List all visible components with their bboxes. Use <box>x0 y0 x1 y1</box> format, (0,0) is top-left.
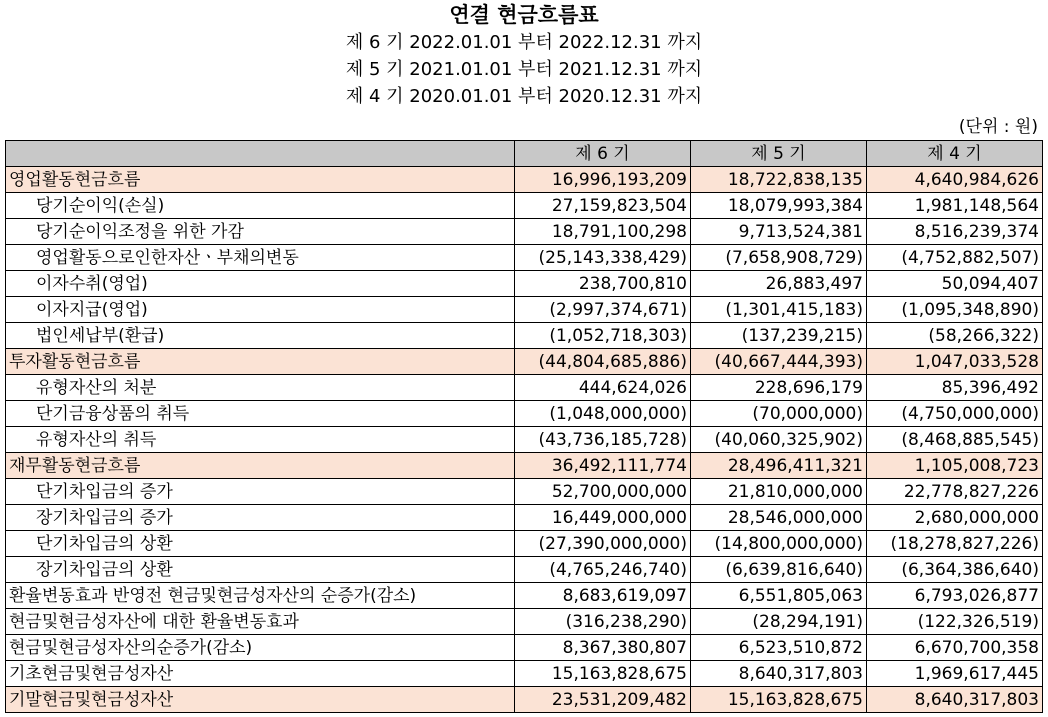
unit-label: (단위 : 원) <box>958 117 1038 137</box>
header-period-6: 제 6 기 <box>515 141 691 167</box>
value-period-4: 50,094,407 <box>867 271 1043 297</box>
value-period-4: 22,778,827,226 <box>867 479 1043 505</box>
row-label: 법인세납부(환급) <box>6 323 515 349</box>
value-period-5: (40,667,444,393) <box>691 349 867 375</box>
value-period-6: 8,367,380,807 <box>515 635 691 661</box>
value-period-6: (43,736,185,728) <box>515 427 691 453</box>
value-period-5: (7,658,908,729) <box>691 245 867 271</box>
value-period-4: 6,793,026,877 <box>867 583 1043 609</box>
table-row <box>6 557 1043 583</box>
value-period-5: 18,722,838,135 <box>691 167 867 193</box>
value-period-5: (1,301,415,183) <box>691 297 867 323</box>
row-label: 환율변동효과 반영전 현금및현금성자산의 순증가(감소) <box>6 583 515 609</box>
value-period-4: 8,640,317,803 <box>867 687 1043 713</box>
value-period-6: 16,449,000,000 <box>515 505 691 531</box>
value-period-5: (6,639,816,640) <box>691 557 867 583</box>
value-period-6: 444,624,026 <box>515 375 691 401</box>
value-period-6: (25,143,338,429) <box>515 245 691 271</box>
table-row <box>6 271 1043 297</box>
period-line-6: 제 6 기 2022.01.01 부터 2022.12.31 까지 <box>345 32 703 53</box>
value-period-6: 23,531,209,482 <box>515 687 691 713</box>
value-period-4: (1,095,348,890) <box>867 297 1043 323</box>
value-period-6: (44,804,685,886) <box>515 349 691 375</box>
row-label: 기말현금및현금성자산 <box>6 687 515 713</box>
row-label: 유형자산의 처분 <box>6 375 515 401</box>
value-period-5: (70,000,000) <box>691 401 867 427</box>
row-label: 기초현금및현금성자산 <box>6 661 515 687</box>
row-label: 현금및현금성자산의순증가(감소) <box>6 635 515 661</box>
table-row <box>6 505 1043 531</box>
period-line-4: 제 4 기 2020.01.01 부터 2020.12.31 까지 <box>345 86 703 107</box>
value-period-4: 85,396,492 <box>867 375 1043 401</box>
value-period-5: (28,294,191) <box>691 609 867 635</box>
table-row <box>6 193 1043 219</box>
row-label: 유형자산의 취득 <box>6 427 515 453</box>
value-period-4: (4,750,000,000) <box>867 401 1043 427</box>
value-period-4: 1,105,008,723 <box>867 453 1043 479</box>
row-label: 영업활동으로인한자산ㆍ부채의변동 <box>6 245 515 271</box>
value-period-6: (316,238,290) <box>515 609 691 635</box>
table-row <box>6 661 1043 687</box>
value-period-4: (18,278,827,226) <box>867 531 1043 557</box>
table-row <box>6 453 1043 479</box>
row-label: 장기차입금의 상환 <box>6 557 515 583</box>
row-label: 단기금융상품의 취득 <box>6 401 515 427</box>
statement-title: 연결 현금흐름표 <box>449 3 599 27</box>
value-period-5: 15,163,828,675 <box>691 687 867 713</box>
value-period-6: (1,052,718,303) <box>515 323 691 349</box>
row-label: 투자활동현금흐름 <box>6 349 515 375</box>
value-period-5: 18,079,993,384 <box>691 193 867 219</box>
value-period-6: 238,700,810 <box>515 271 691 297</box>
row-label: 이자수취(영업) <box>6 271 515 297</box>
row-label: 단기차입금의 상환 <box>6 531 515 557</box>
value-period-5: 28,496,411,321 <box>691 453 867 479</box>
value-period-4: 1,981,148,564 <box>867 193 1043 219</box>
table-row <box>6 297 1043 323</box>
value-period-5: 8,640,317,803 <box>691 661 867 687</box>
row-label: 단기차입금의 증가 <box>6 479 515 505</box>
table-row <box>6 609 1043 635</box>
value-period-4: (8,468,885,545) <box>867 427 1043 453</box>
value-period-4: (58,266,322) <box>867 323 1043 349</box>
value-period-6: 27,159,823,504 <box>515 193 691 219</box>
value-period-6: 52,700,000,000 <box>515 479 691 505</box>
value-period-6: 36,492,111,774 <box>515 453 691 479</box>
table-header-row <box>6 141 1043 167</box>
row-label: 당기순이익(손실) <box>6 193 515 219</box>
value-period-5: (137,239,215) <box>691 323 867 349</box>
value-period-5: (14,800,000,000) <box>691 531 867 557</box>
value-period-6: 8,683,619,097 <box>515 583 691 609</box>
table-row <box>6 401 1043 427</box>
value-period-6: 16,996,193,209 <box>515 167 691 193</box>
value-period-5: 28,546,000,000 <box>691 505 867 531</box>
value-period-6: (1,048,000,000) <box>515 401 691 427</box>
row-label: 장기차입금의 증가 <box>6 505 515 531</box>
value-period-4: 6,670,700,358 <box>867 635 1043 661</box>
value-period-4: 4,640,984,626 <box>867 167 1043 193</box>
table-row <box>6 375 1043 401</box>
value-period-4: (4,752,882,507) <box>867 245 1043 271</box>
value-period-5: 21,810,000,000 <box>691 479 867 505</box>
table-row <box>6 219 1043 245</box>
period-line-5: 제 5 기 2021.01.01 부터 2021.12.31 까지 <box>345 59 703 80</box>
row-label: 이자지급(영업) <box>6 297 515 323</box>
table-row <box>6 479 1043 505</box>
row-label: 당기순이익조정을 위한 가감 <box>6 219 515 245</box>
table-row <box>6 167 1043 193</box>
value-period-4: 8,516,239,374 <box>867 219 1043 245</box>
value-period-4: (122,326,519) <box>867 609 1043 635</box>
value-period-4: 1,969,617,445 <box>867 661 1043 687</box>
header-account <box>6 141 515 167</box>
value-period-5: 6,551,805,063 <box>691 583 867 609</box>
header-period-5: 제 5 기 <box>691 141 867 167</box>
cash-flow-table <box>5 140 1043 713</box>
value-period-6: 18,791,100,298 <box>515 219 691 245</box>
value-period-5: 6,523,510,872 <box>691 635 867 661</box>
value-period-6: (2,997,374,671) <box>515 297 691 323</box>
value-period-5: 26,883,497 <box>691 271 867 297</box>
value-period-5: (40,060,325,902) <box>691 427 867 453</box>
row-label: 현금및현금성자산에 대한 환율변동효과 <box>6 609 515 635</box>
value-period-6: (27,390,000,000) <box>515 531 691 557</box>
table-row <box>6 531 1043 557</box>
value-period-6: 15,163,828,675 <box>515 661 691 687</box>
value-period-6: (4,765,246,740) <box>515 557 691 583</box>
table-row <box>6 245 1043 271</box>
header-period-4: 제 4 기 <box>867 141 1043 167</box>
value-period-5: 9,713,524,381 <box>691 219 867 245</box>
table-row <box>6 583 1043 609</box>
value-period-4: 1,047,033,528 <box>867 349 1043 375</box>
row-label: 영업활동현금흐름 <box>6 167 515 193</box>
table-row <box>6 323 1043 349</box>
table-row <box>6 427 1043 453</box>
table-row <box>6 687 1043 713</box>
value-period-4: (6,364,386,640) <box>867 557 1043 583</box>
table-row <box>6 349 1043 375</box>
value-period-4: 2,680,000,000 <box>867 505 1043 531</box>
row-label: 재무활동현금흐름 <box>6 453 515 479</box>
table-row <box>6 635 1043 661</box>
value-period-5: 228,696,179 <box>691 375 867 401</box>
